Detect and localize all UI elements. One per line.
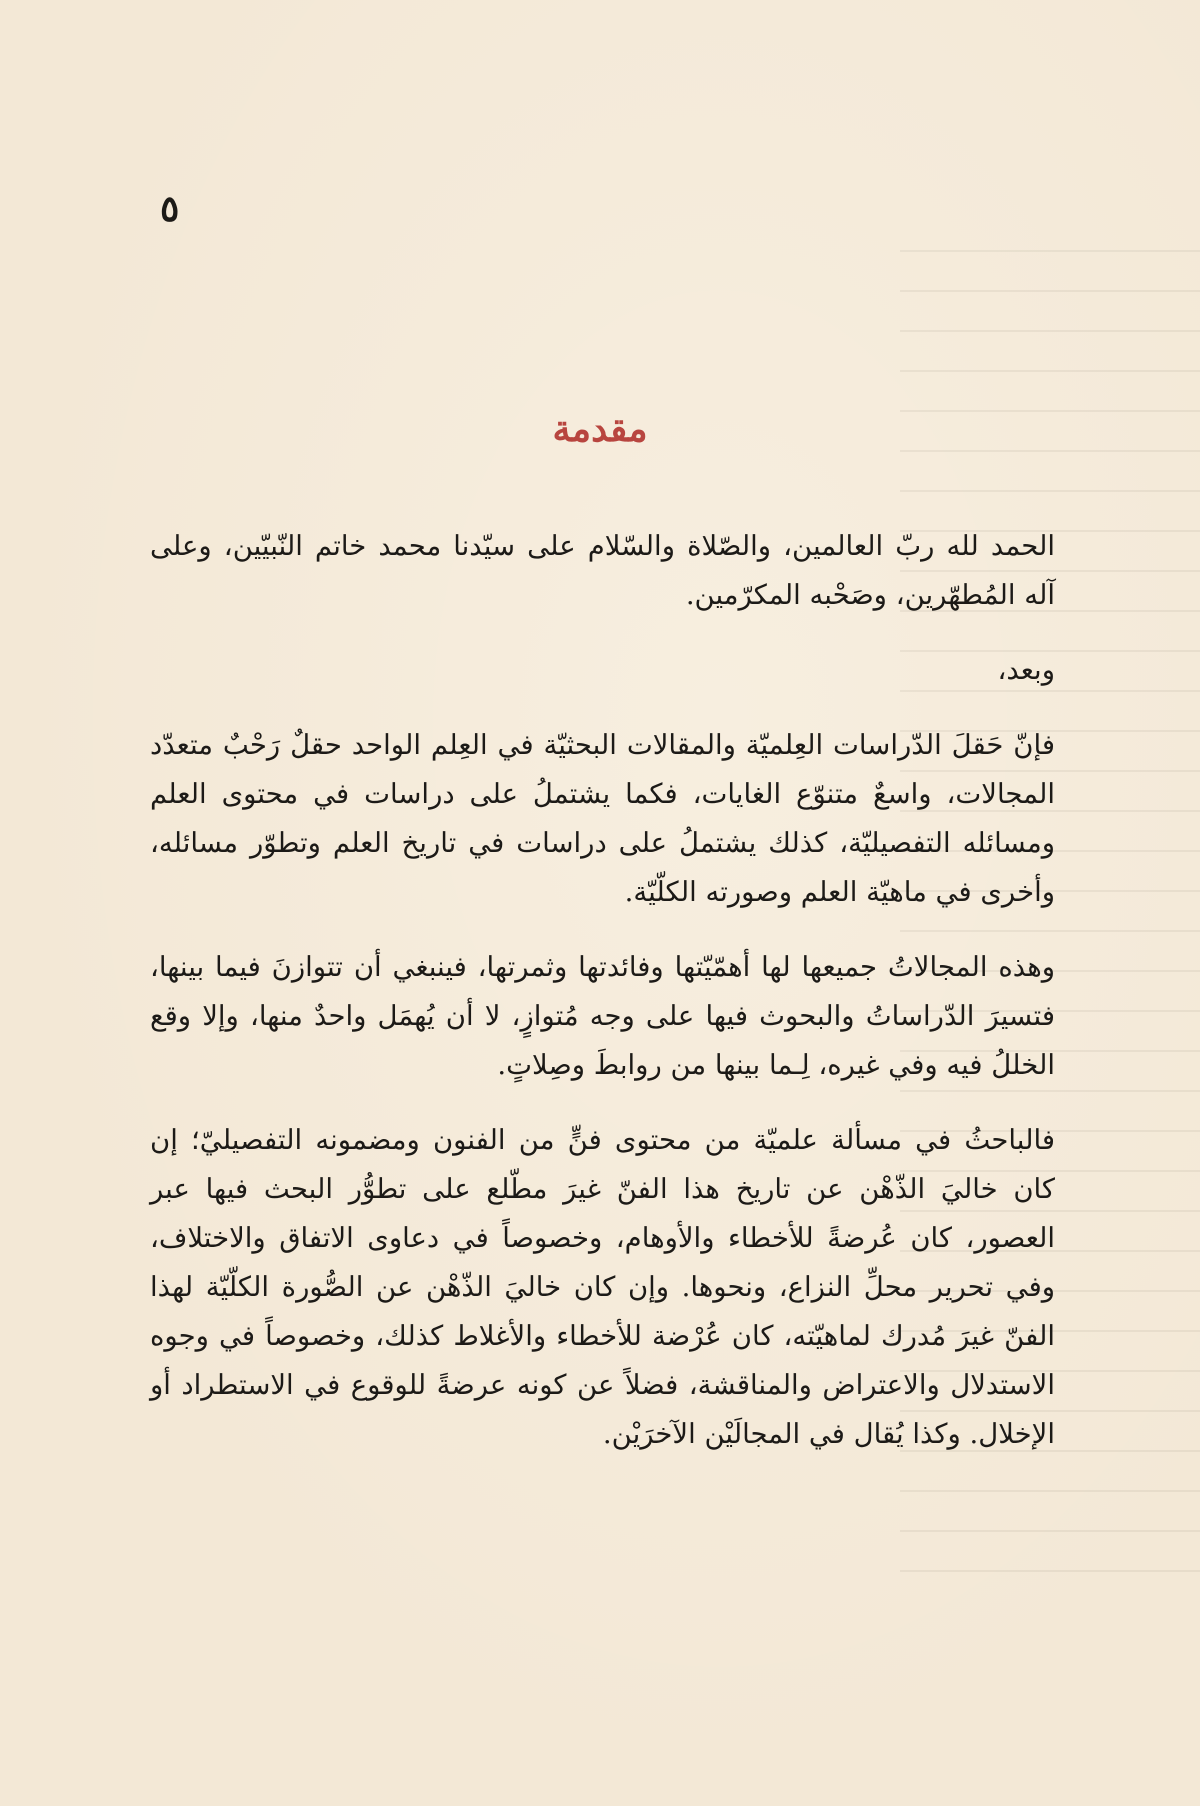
page-title: مقدمة [552,408,648,450]
body-text [150,522,1055,1459]
page-number: ٥ [160,188,180,230]
paragraph-balance: وهذه المجالاتُ جميعها لها أهمّيّتها وفائدتها وثمرتها، فينبغي أن تتوازنَ فيما بينها، فتسيرَ الدّراساتُ والبحوث فيها على وجه مُتوازٍ، لا أن يُهمَل واحدٌ منها، وإلا وقع الخللُ فيه وفي غيره، لِـما بينها من روابطَ وصِلاتٍ. [150,951,1055,1081]
paragraph-researcher: فالباحثُ في مسألة علميّة من محتوى فنٍّ من الفنون ومضمونه التفصيليّ؛ إن كان خاليَ الذّهْن عن تاريخ هذا الفنّ غيرَ مطّلع على تطوُّر البحث فيها عبر العصور، كان عُرضةً للأخطاء والأوهام، وخصوصاً في دعاوى الاتفاق والاختلاف، وفي تحرير محلِّ النزاع، ونحوها. وإن كان خاليَ الذّهْن عن الصُّورة الكلّيّة لهذا الفنّ غيرَ مُدرك لماهيّته، كان عُرْضة للأخطاء والأغلاط كذلك، وخصوصاً في وجوه الاستدلال والاعتراض والمناقشة، فضلاً عن كونه عرضةً للوقوع في الاستطراد أو الإخلال. وكذا يُقال في المجالَيْن الآخرَيْن. [150,1124,1055,1450]
paragraph-opening: الحمد لله ربّ العالمين، والصّلاة والسّلام على سيّدنا محمد خاتم النّبيّين، وعلى آله المُطهّرين، وصَحْبه المكرّمين. [150,530,1055,611]
paragraph-wabad: وبعد، [997,654,1055,686]
paragraph-fields: فإنّ حَقلَ الدّراسات العِلميّة والمقالات البحثيّة في العِلم الواحد حقلٌ رَحْبٌ متعدّد المجالات، واسعٌ متنوّع الغايات، فكما يشتملُ على دراسات في محتوى العلم ومسائله التفصيليّة، كذلك يشتملُ على دراسات في تاريخ العلم وتطوّر مسائله، وأخرى في ماهيّة العلم وصورته الكلّيّة. [150,729,1055,908]
